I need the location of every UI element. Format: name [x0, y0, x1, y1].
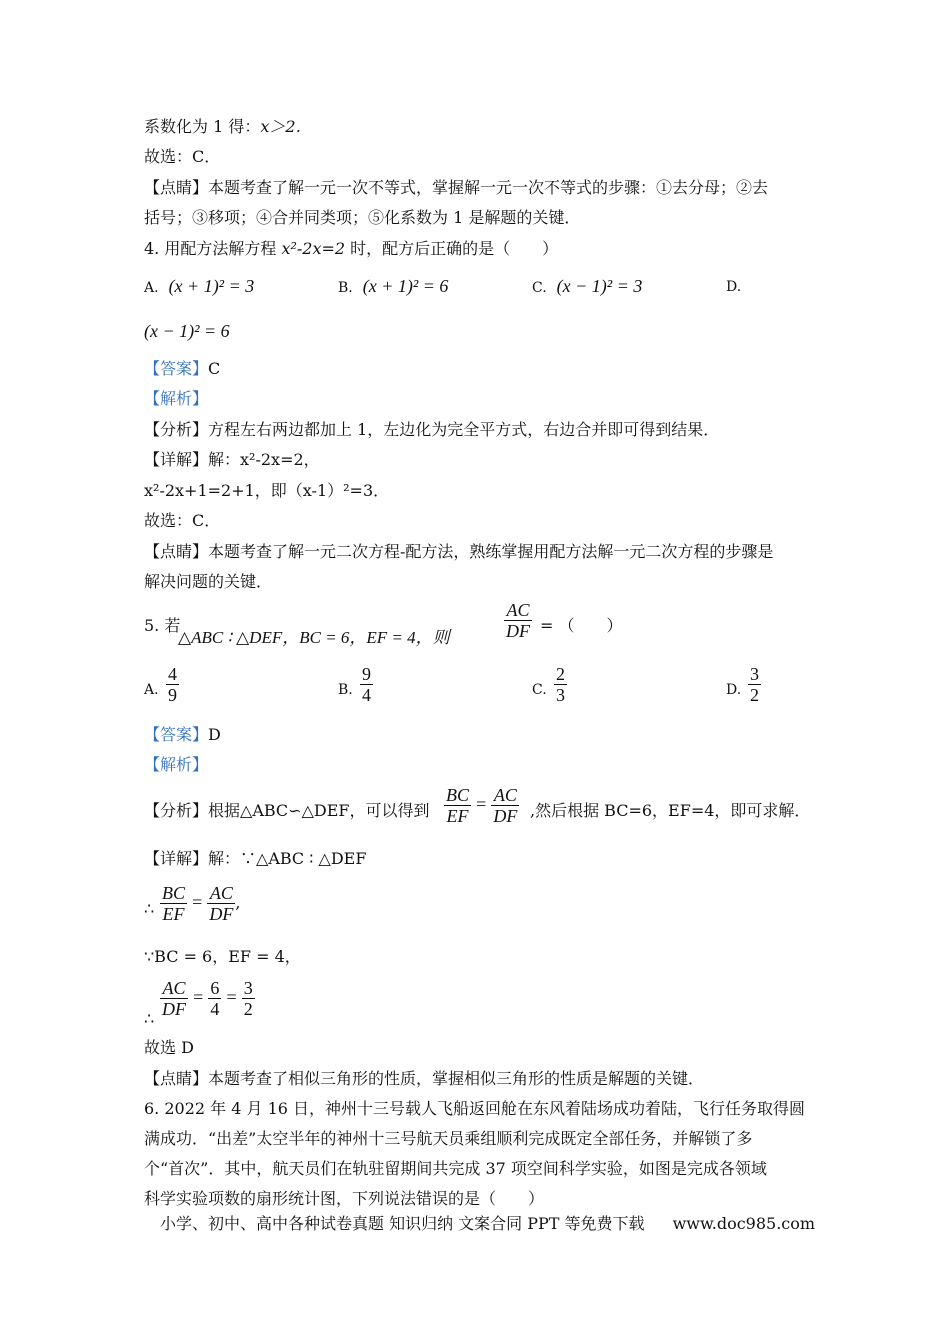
tag: 【点睛】 — [144, 1069, 209, 1088]
comment-line — [144, 1068, 704, 1090]
detail-line: x²-2x+1=2+1，即（x-1）²=3． — [144, 481, 390, 500]
option-a-fraction — [166, 664, 179, 705]
fraction: $\frac{AC}{DF}$ — [506, 600, 530, 641]
tag: 【分析】 — [144, 420, 209, 439]
comment-line: 括号；③移项；④合并同类项；⑤化系数为 1 是解题的关键． — [144, 208, 581, 227]
fraction: $\frac{4}{9}$ — [168, 664, 177, 705]
equals-sign: = — [193, 987, 204, 1007]
analysis-tail: ,然后根据 BC=6，EF=4，即可求解． — [530, 801, 811, 820]
option-c[interactable] — [532, 275, 642, 299]
text: 方程左右两边都加上 1，左边化为完全平方式，右边合并即可得到结果． — [208, 420, 720, 439]
option-expression: (x + 1)² = 6 — [362, 276, 449, 296]
option-a[interactable] — [144, 678, 169, 701]
option-label: D. — [726, 279, 742, 295]
choice-line: 故选：C． — [144, 511, 221, 530]
therefore-symbol: ∴ — [144, 1009, 155, 1028]
detail-fraction — [160, 883, 240, 924]
analysis-tag: 【解析】 — [144, 755, 209, 774]
therefore-symbol: ∴ — [144, 899, 155, 918]
tag: 【点睛】 — [144, 178, 209, 197]
option-label: B. — [338, 280, 353, 296]
detail-result — [160, 978, 255, 1019]
fraction: $\frac{3}{2}$ — [750, 664, 759, 705]
option-d[interactable] — [726, 275, 751, 298]
question-5 — [144, 615, 180, 637]
choice-line: 故选 D — [144, 1038, 194, 1057]
option-d-fraction — [748, 664, 761, 705]
answer-tag: 【答案】 — [144, 359, 209, 378]
answer-value: D — [208, 725, 221, 744]
equation: x²-2x=2 — [281, 239, 346, 258]
text: 系数化为 1 得： — [144, 117, 261, 136]
fraction: $\frac{6}{4}$ — [210, 978, 220, 1019]
question-6-line: 满成功．“出差”太空半年的神州十三号航天员乘组顺利完成既定全部任务，并解锁了多 — [144, 1129, 753, 1148]
choice-line: 故选：C． — [144, 147, 221, 166]
comment-line: 解决问题的关键． — [144, 572, 273, 591]
option-label: A. — [144, 682, 159, 698]
option-expression: (x − 1)² = 6 — [144, 321, 230, 341]
option-label: B. — [338, 682, 353, 698]
text: 解：x²-2x=2， — [208, 450, 320, 469]
text: 本题考查了相似三角形的性质，掌握相似三角形的性质是解题的关键． — [208, 1069, 705, 1088]
analysis-line — [144, 419, 719, 441]
fraction: $\frac{AC}{DF}$ — [162, 978, 186, 1019]
analysis-tag: 【解析】 — [144, 389, 209, 408]
detail-line — [144, 1008, 154, 1030]
fraction: $\frac{AC}{DF}$ — [209, 883, 234, 924]
detail-line — [144, 898, 154, 920]
question-5-condition: △ABC ∶ △DEF，BC = 6，EF = 4，则 — [178, 628, 450, 647]
analysis-fraction — [444, 785, 519, 826]
question-4 — [144, 238, 558, 260]
text: 本题考查了解一元一次不等式，掌握解一元一次不等式的步骤：①去分母；②去 — [208, 178, 769, 197]
option-c-fraction — [554, 664, 567, 705]
option-expression: (x + 1)² = 3 — [168, 276, 255, 296]
option-expression: (x − 1)² = 3 — [556, 276, 643, 296]
option-c[interactable] — [532, 678, 557, 701]
option-d-expression — [144, 320, 230, 343]
text: 根据△ABC∽△DEF，可以得到 — [208, 801, 430, 820]
answer-line — [144, 724, 221, 746]
fraction: $\frac{BC}{EF}$ — [162, 883, 186, 924]
option-label: A. — [144, 280, 159, 296]
option-label: C. — [532, 280, 547, 296]
question-5-tail: = （ ） — [540, 616, 623, 635]
tag: 【点睛】 — [144, 542, 209, 561]
option-label: D. — [726, 682, 742, 698]
detail-line — [144, 848, 366, 870]
question-5-fraction — [504, 600, 532, 641]
option-b[interactable] — [338, 275, 448, 299]
footer-text: 小学、初中、高中各种试卷真题 知识归纳 文案合同 PPT 等免费下载 — [160, 1214, 645, 1233]
equals-sign: = — [226, 987, 237, 1007]
text: 解：∵△ABC ∶ △DEF — [208, 849, 367, 868]
text: x＞2． — [260, 117, 312, 136]
question-6-line: 科学实验项数的扇形统计图，下列说法错误的是（ ） — [144, 1189, 545, 1208]
detail-line: ∵BC = 6，EF = 4， — [144, 947, 301, 966]
answer-line — [144, 358, 220, 380]
equals-sign: = — [192, 892, 203, 912]
equals-sign: = — [476, 794, 487, 814]
comment-line — [144, 177, 768, 199]
option-a[interactable] — [144, 275, 254, 299]
option-label: C. — [532, 682, 547, 698]
question-text: 4. 用配方法解方程 — [144, 239, 282, 258]
fraction: $\frac{9}{4}$ — [362, 664, 371, 705]
tag: 【详解】 — [144, 450, 209, 469]
fraction: $\frac{BC}{EF}$ — [446, 785, 470, 826]
question-text: 时，配方后正确的是（ ） — [345, 239, 559, 258]
detail-line — [144, 449, 320, 471]
footer-link[interactable]: www.doc985.com — [672, 1214, 816, 1233]
analysis-line — [144, 800, 430, 822]
question-6-line: 6. 2022 年 4 月 16 日，神州十三号载人飞船返回舱在东风着陆场成功着陆，飞行任务取得圆 — [144, 1099, 806, 1118]
question-text: 5. 若 — [144, 616, 181, 635]
fraction: $\frac{3}{2}$ — [243, 978, 253, 1019]
answer-tag: 【答案】 — [144, 725, 209, 744]
text: , — [235, 893, 241, 912]
question-6-line: 个“首次”．其中，航天员们在轨驻留期间共完成 37 项空间科学实验，如图是完成各领域 — [144, 1159, 767, 1178]
tag: 【详解】 — [144, 849, 209, 868]
tag: 【分析】 — [144, 801, 209, 820]
option-b-fraction — [360, 664, 373, 705]
fraction: $\frac{AC}{DF}$ — [493, 785, 518, 826]
page-footer — [160, 1213, 815, 1235]
solution-line — [144, 116, 312, 138]
fraction: $\frac{2}{3}$ — [556, 664, 565, 705]
comment-line — [144, 541, 773, 563]
text: 本题考查了解一元二次方程-配方法，熟练掌握用配方法解一元二次方程的步骤是 — [208, 542, 774, 561]
answer-value: C — [208, 359, 221, 378]
